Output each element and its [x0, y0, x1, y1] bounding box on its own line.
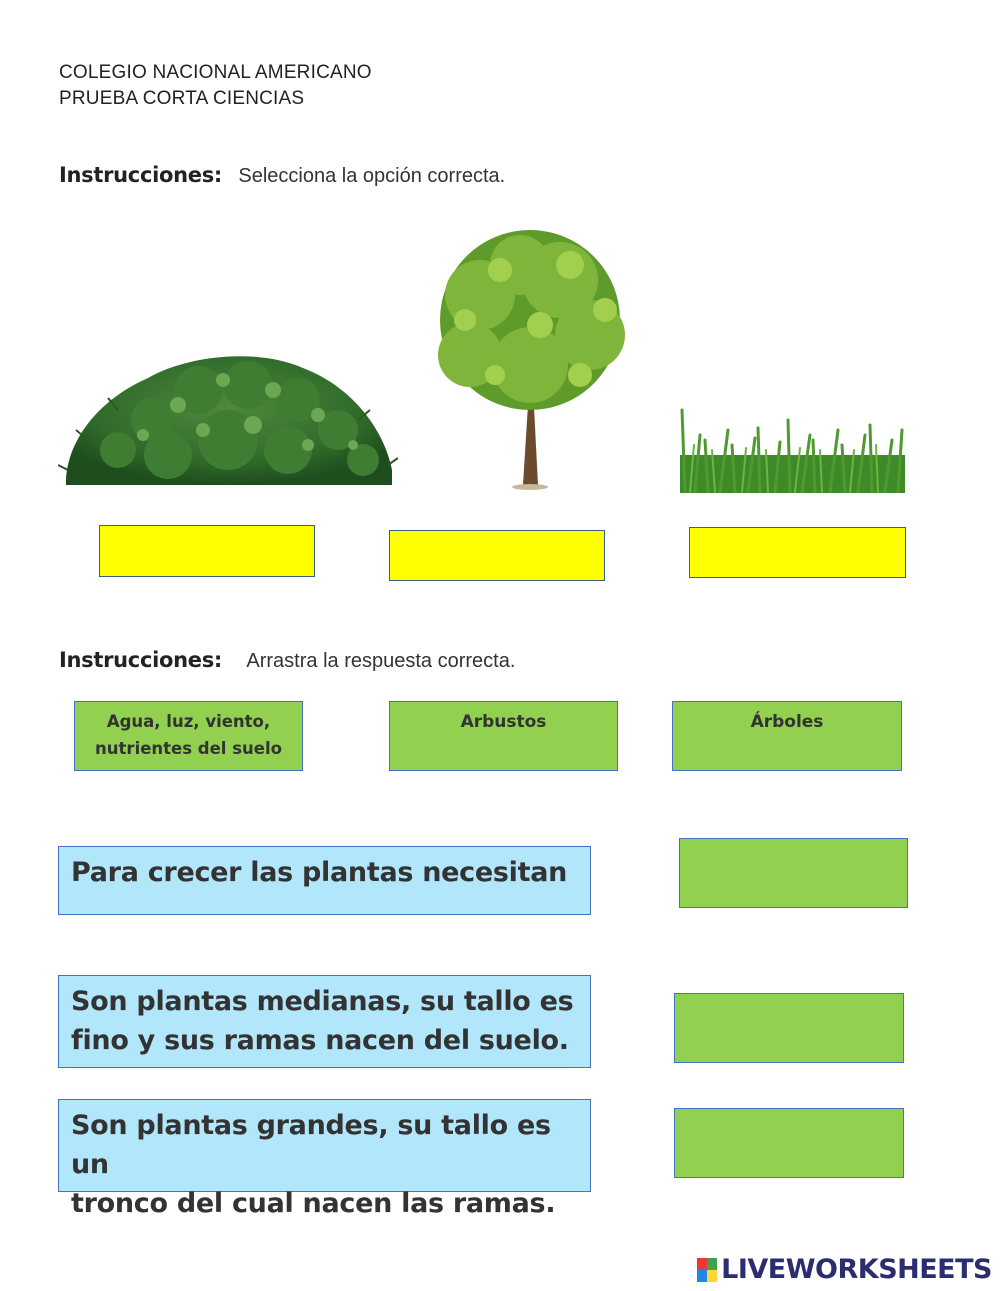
bush-answer-box[interactable]: [99, 525, 315, 577]
brand-name: LIVEWORKSHEETS: [721, 1254, 992, 1285]
tree-answer-box[interactable]: [389, 530, 605, 581]
grass-image: [680, 400, 905, 493]
option-text: nutrientes del suelo: [95, 739, 282, 758]
bush-image: [58, 330, 398, 490]
question-text: tronco del cual nacen las ramas.: [71, 1188, 556, 1219]
instructions-1: [59, 163, 505, 188]
question-text: Son plantas medianas, su tallo es: [71, 986, 574, 1017]
tree-image: [410, 225, 650, 490]
instructions-text: Selecciona la opción correcta.: [238, 165, 506, 187]
drop-zone-3[interactable]: [674, 1108, 904, 1178]
option-agua-luz-viento[interactable]: [74, 701, 303, 771]
instructions-label: Instrucciones:: [59, 648, 223, 672]
test-title: PRUEBA CORTA CIENCIAS: [59, 88, 305, 109]
option-text: Agua, luz, viento,: [106, 712, 271, 731]
instructions-2: [59, 648, 515, 673]
question-text: Para crecer las plantas necesitan: [71, 857, 568, 888]
question-3: [58, 1099, 591, 1219]
drop-zone-1[interactable]: [679, 838, 908, 908]
drop-zone-2[interactable]: [674, 993, 904, 1063]
grass-answer-box[interactable]: [689, 527, 906, 578]
question-text: Son plantas grandes, su tallo es un: [71, 1110, 551, 1180]
question-text: fino y sus ramas nacen del suelo.: [71, 1025, 569, 1056]
liveworksheets-logo-icon: [697, 1258, 717, 1282]
instructions-text: Arrastra la respuesta correcta.: [246, 650, 516, 672]
option-text: Arbustos: [460, 712, 547, 732]
liveworksheets-logo: [697, 1254, 992, 1285]
option-arboles[interactable]: [672, 701, 902, 771]
school-name: COLEGIO NACIONAL AMERICANO: [59, 62, 372, 83]
question-2: [58, 975, 591, 1068]
option-text: Árboles: [750, 712, 824, 732]
school-header: [59, 60, 372, 112]
instructions-label: Instrucciones:: [59, 163, 223, 187]
option-arbustos[interactable]: [389, 701, 618, 771]
question-1: [58, 846, 591, 915]
